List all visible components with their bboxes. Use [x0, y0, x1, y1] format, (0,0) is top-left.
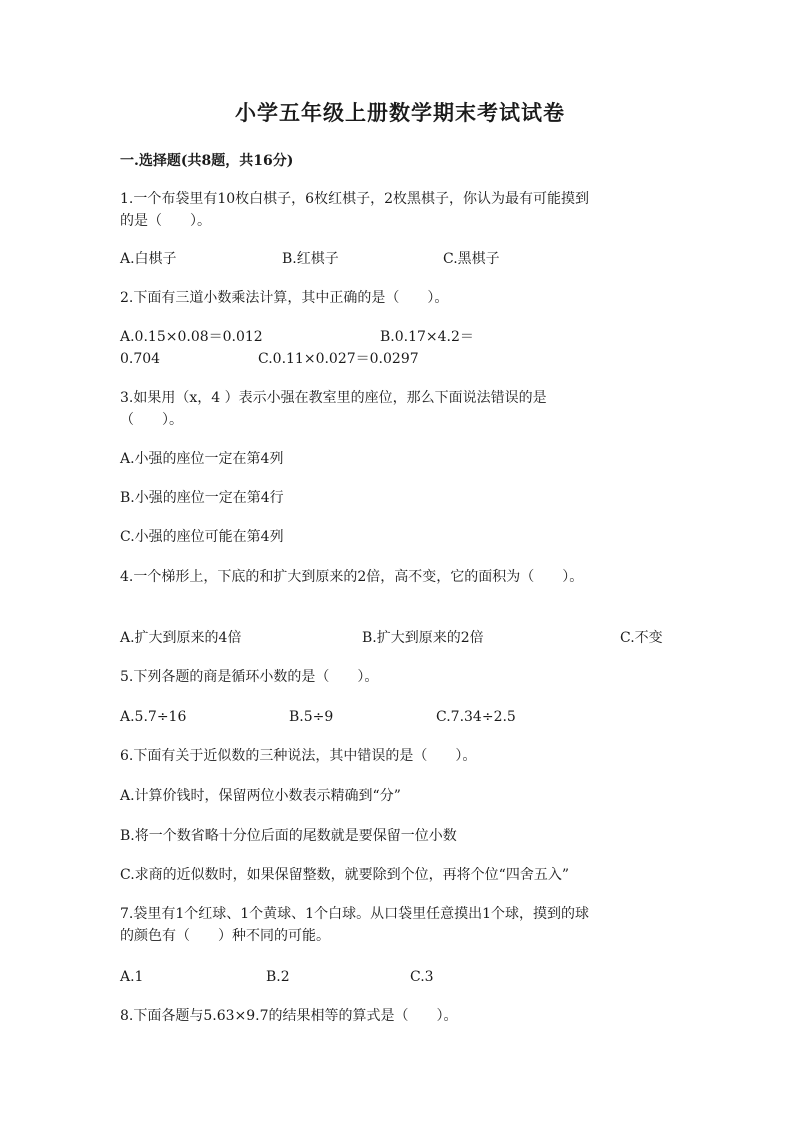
question-1-line-2: 的是（ ）。: [120, 213, 211, 229]
question-1-option-c: C.黑棋子: [443, 251, 500, 267]
question-2-option-b: B.0.17×4.2＝: [380, 329, 474, 345]
question-3-option-b: B.小强的座位一定在第4行: [120, 490, 284, 506]
question-6-option-b: B.将一个数省略十分位后面的尾数就是要保留一位小数: [120, 828, 457, 844]
question-2-option-b-cont: 0.704: [120, 351, 161, 367]
question-1-option-b: B.红棋子: [282, 251, 339, 267]
question-4-option-a: A.扩大到原来的4倍: [120, 630, 242, 646]
question-1-line-1: 1.一个布袋里有10枚白棋子，6枚红棋子，2枚黑棋子，你认为最有可能摸到: [120, 191, 589, 207]
question-4-option-b: B.扩大到原来的2倍: [362, 630, 484, 646]
question-6-option-a: A.计算价钱时，保留两位小数表示精确到“分”: [120, 788, 401, 804]
question-3-line-2: （ ）。: [120, 412, 183, 428]
question-2-line-1: 2.下面有三道小数乘法计算，其中正确的是（ ）。: [120, 290, 449, 306]
question-5-option-c: C.7.34÷2.5: [436, 709, 516, 725]
question-7-line-1: 7.袋里有1个红球、1个黄球、1个白球。从口袋里任意摸出1个球，摸到的球: [120, 906, 589, 922]
question-3-option-c: C.小强的座位可能在第4列: [120, 529, 284, 545]
question-5-option-a: A.5.7÷16: [120, 709, 187, 725]
question-6-line-1: 6.下面有关于近似数的三种说法，其中错误的是（ ）。: [120, 748, 477, 764]
question-3-line-1: 3.如果用（x，4 ）表示小强在教室里的座位，那么下面说法错误的是: [120, 390, 547, 406]
question-8-line-1: 8.下面各题与5.63×9.7的结果相等的算式是（ ）。: [120, 1008, 458, 1024]
page-title: 小学五年级上册数学期末考试试卷: [235, 100, 565, 125]
question-2-option-c: C.0.11×0.027＝0.0297: [258, 351, 419, 367]
question-6-option-c: C.求商的近似数时，如果保留整数，就要除到个位，再将个位“四舍五入”: [120, 867, 569, 883]
question-3-option-a: A.小强的座位一定在第4列: [120, 451, 284, 467]
question-5-line-1: 5.下列各题的商是循环小数的是（ ）。: [120, 669, 379, 685]
question-1-option-a: A.白棋子: [120, 251, 177, 267]
question-2-option-a: A.0.15×0.08＝0.012: [120, 329, 263, 345]
question-7-option-c: C.3: [410, 969, 434, 985]
question-4-option-c: C.不变: [620, 630, 663, 646]
question-4-line-1: 4.一个梯形上，下底的和扩大到原来的2倍，高不变，它的面积为（ ）。: [120, 569, 584, 585]
question-5-option-b: B.5÷9: [289, 709, 334, 725]
question-7-option-b: B.2: [266, 969, 290, 985]
question-7-option-a: A.1: [120, 969, 144, 985]
question-7-line-2: 的颜色有（ ）种不同的可能。: [120, 928, 330, 944]
section-heading: 一.选择题(共8题，共16分): [120, 153, 294, 169]
